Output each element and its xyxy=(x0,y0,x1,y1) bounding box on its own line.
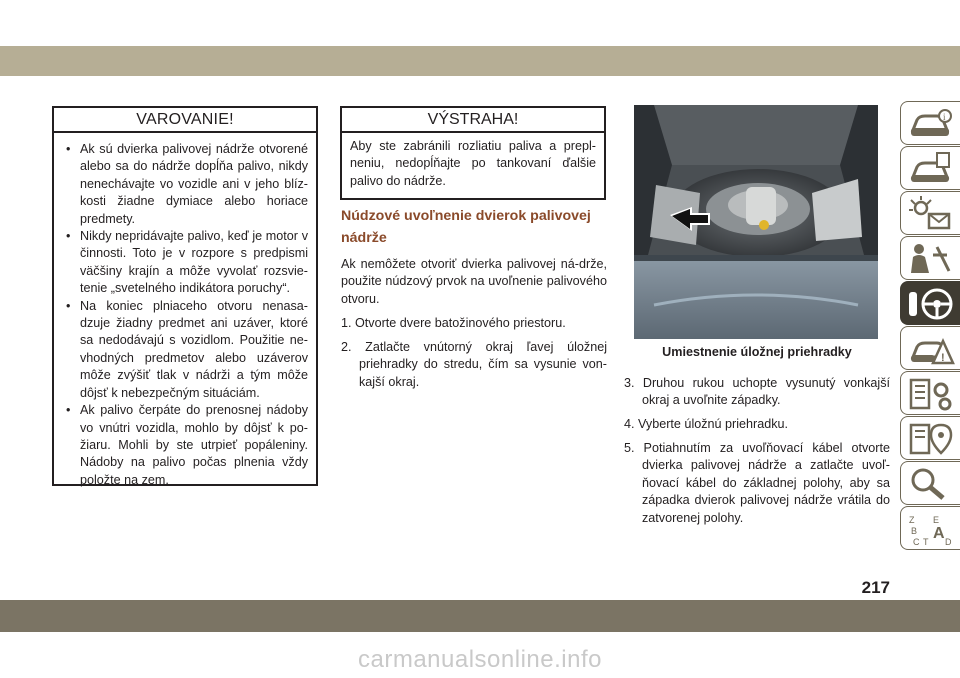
warning-list xyxy=(54,133,316,489)
svg-text:B: B xyxy=(911,526,918,536)
warning-triangle-icon xyxy=(907,331,955,367)
page-number: 217 xyxy=(861,578,890,597)
tab-lights-controls[interactable] xyxy=(900,191,960,235)
tab-car-info[interactable] xyxy=(900,101,960,145)
watermark: carmanualsonline.info xyxy=(358,646,602,673)
caution-box xyxy=(340,106,606,200)
caution-title: VÝSTRAHA! xyxy=(342,108,604,133)
tab-index[interactable] xyxy=(900,506,960,550)
trunk-illustration xyxy=(634,105,878,339)
warning-item: • Na koniec plniaceho otvoru nenasa-dzuje žiadny predmet ani uzáver, ktoré sa nedodávajú s vozidlom. Použitie ne-vhodných predmetov alebo uzáverov môže zvýšiť tlak v nádrži a tým môže dôjsť k nebezpečným situáciám. xyxy=(66,298,308,400)
search-index-icon xyxy=(907,466,955,502)
section-heading: Núdzové uvoľnenie dvierok palivovej nádrže xyxy=(341,208,591,246)
section-intro: Ak nemôžete otvoriť dvierka palivovej ná-drže, použite núdzový prvok na uvoľnenie palivového otvoru. xyxy=(341,257,607,306)
trunk-storage-photo xyxy=(634,105,878,339)
tab-dashboard-indicators[interactable] xyxy=(900,146,960,190)
step-5: 5. Potiahnutím za uvoľňovací kábel otvorte dvierka palivovej nádrže a zatlačte uvoľ-ňovací kábel do základnej polohy, aby sa západka dvierok palivovej nádrže vrátila do zatvorenej polohy. xyxy=(624,441,890,525)
step-1: 1. Otvorte dvere batožinového priestoru. xyxy=(341,316,566,330)
car-info-icon xyxy=(907,106,955,142)
top-band xyxy=(0,46,960,76)
warning-item: • Nikdy nepridávajte palivo, keď je motor v činnosti. Toto je v rozpore s predpismi väčšiny krajín a môže vyvolať rozsvie-tenie „svetelného indikátora poruchy“. xyxy=(66,229,308,296)
tab-safety[interactable] xyxy=(900,236,960,280)
svg-text:E: E xyxy=(933,515,940,525)
service-maintenance-icon xyxy=(907,376,955,412)
alphabet-index-icon xyxy=(907,511,955,547)
svg-text:A: A xyxy=(933,525,945,542)
step-2: 2. Zatlačte vnútorný okraj ľavej úložnej priehradky do stredu, čím sa vysunie von-kajší okraj. xyxy=(341,340,607,389)
svg-text:i: i xyxy=(943,112,946,122)
tab-driving[interactable] xyxy=(900,281,960,325)
step-3: 3. Druhou rukou uchopte vysunutý vonkajší okraj a uvoľnite západky. xyxy=(624,376,890,408)
steering-wheel-icon xyxy=(907,286,955,322)
seatbelt-icon xyxy=(907,241,955,277)
svg-text:D: D xyxy=(945,537,952,547)
warning-item: • Ak palivo čerpáte do prenosnej nádoby vo vnútri vozidla, mohlo by dôjsť k po-žiaru. Mohli by ste utrpieť popáleniny. Nádoby na palivo počas plnenia vždy položte na zem. xyxy=(66,403,308,487)
lights-controls-icon xyxy=(907,196,955,232)
bottom-band xyxy=(0,600,960,632)
warning-item: • Ak sú dvierka palivovej nádrže otvorené alebo sa do nádrže dopĺňa palivo, nikdy nenechávajte vo vozidle ani v jeho blíz-kosti žiadne dymiace alebo horiace predmety. xyxy=(66,142,308,226)
svg-text:C: C xyxy=(913,537,920,547)
svg-text:T: T xyxy=(923,537,929,547)
svg-text:Z: Z xyxy=(909,515,915,525)
figure-caption: Umiestnenie úložnej priehradky xyxy=(662,345,852,359)
tab-multimedia[interactable] xyxy=(900,416,960,460)
step-4: 4. Vyberte úložnú priehradku. xyxy=(624,417,789,431)
svg-text:!: ! xyxy=(941,352,945,364)
dashboard-indicators-icon xyxy=(907,151,955,187)
warning-box xyxy=(52,106,318,486)
tab-service[interactable] xyxy=(900,371,960,415)
tab-emergency[interactable] xyxy=(900,326,960,370)
caution-text: Aby ste zabránili rozliatiu paliva a prepl-neniu, nedopĺňajte po tankovaní ďalšie palivo do nádrže. xyxy=(350,139,596,188)
tab-search[interactable] xyxy=(900,461,960,505)
location-settings-icon xyxy=(907,421,955,457)
warning-title: VAROVANIE! xyxy=(54,108,316,133)
